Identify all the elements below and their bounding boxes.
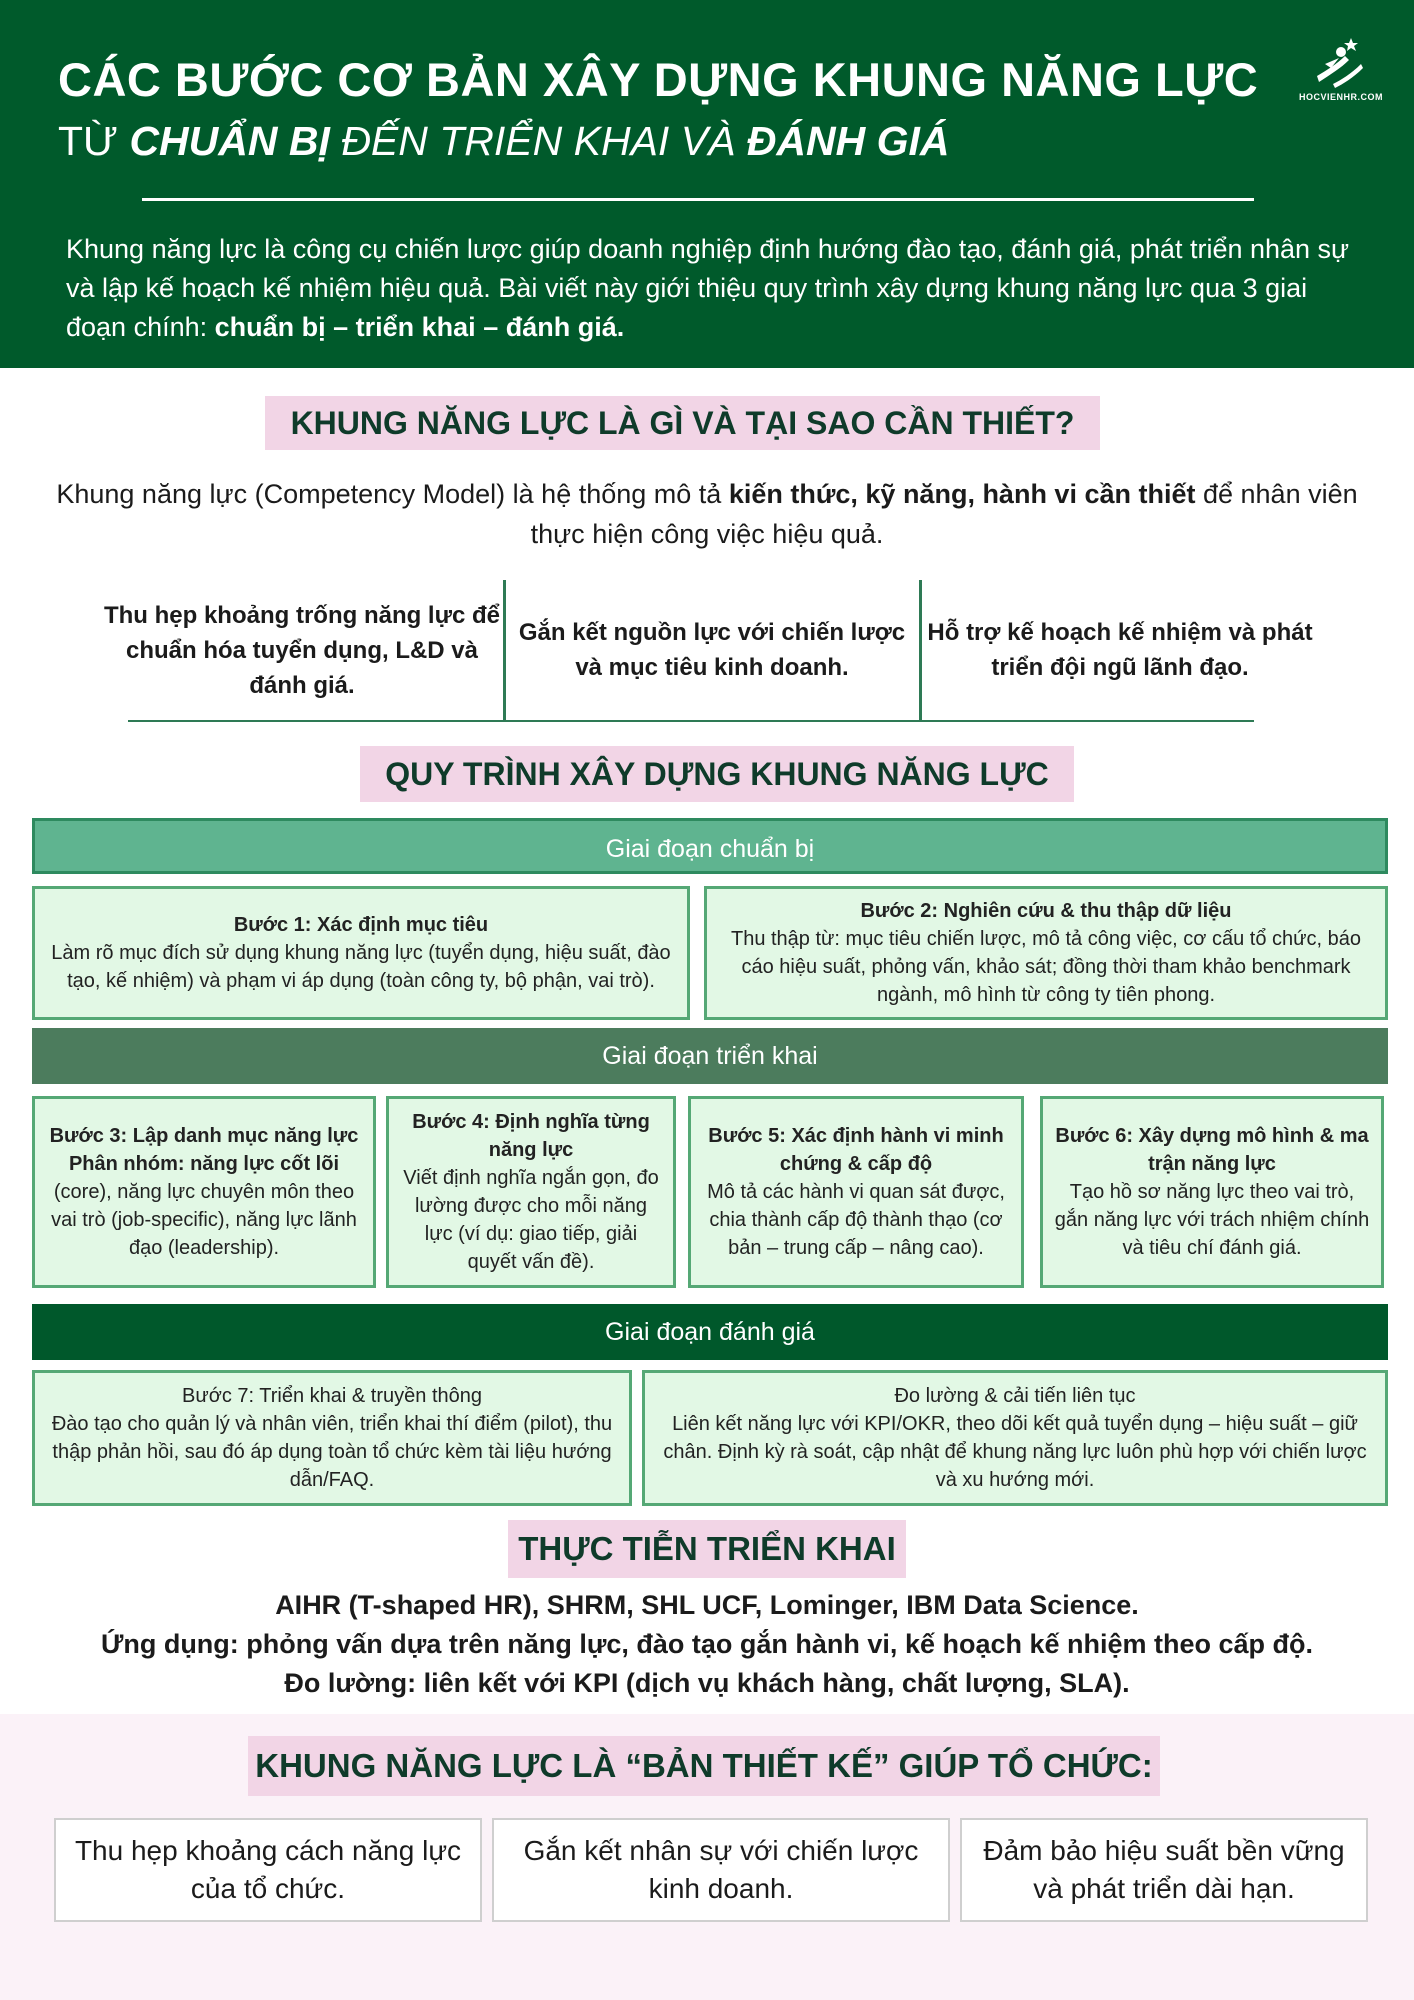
step-title: Đo lường & cải tiến liên tục (894, 1385, 1136, 1407)
step-title: Bước 3: Lập danh mục năng lực Phân nhóm: năng lực cốt lõi (49, 1125, 359, 1175)
column-divider (503, 580, 506, 720)
phase-preparation: Giai đoạn chuẩn bị (32, 818, 1388, 874)
step-body: (core), năng lực chuyên môn theo vai trò (job-specific), năng lực lãnh đạo (leadership). (51, 1181, 357, 1259)
section-heading-what-is: KHUNG NĂNG LỰC LÀ GÌ VÀ TẠI SAO CẦN THIẾT? (265, 396, 1100, 450)
step-card (642, 1370, 1388, 1506)
step-card (32, 1096, 376, 1288)
brand-logo (1296, 34, 1386, 114)
section-divider (128, 720, 1254, 722)
benefit-item: Hỗ trợ kế hoạch kế nhiệm và phát triển đội ngũ lãnh đạo. (927, 619, 1313, 681)
practice-line: AIHR (T-shaped HR), SHRM, SHL UCF, Lominger, IBM Data Science. (275, 1590, 1139, 1620)
step-card (386, 1096, 676, 1288)
section-heading-process: QUY TRÌNH XÂY DỰNG KHUNG NĂNG LỰC (360, 746, 1074, 802)
benefit-list (100, 580, 1320, 720)
practice-line: Đo lường: liên kết với KPI (dịch vụ khách hàng, chất lượng, SLA). (284, 1668, 1130, 1698)
step-body: Mô tả các hành vi quan sát được, chia thành cấp độ thành thạo (cơ bản – trung cấp – nâng cao). (707, 1181, 1005, 1259)
step-card (704, 886, 1388, 1020)
step-body: Viết định nghĩa ngắn gọn, đo lường được cho mỗi năng lực (ví dụ: giao tiếp, giải quyết vấn đề). (403, 1167, 659, 1273)
step-body: Tạo hồ sơ năng lực theo vai trò, gắn năng lực với trách nhiệm chính và tiêu chí đánh giá. (1054, 1181, 1370, 1259)
practice-list (30, 1586, 1384, 1703)
step-title: Bước 1: Xác định mục tiêu (233, 914, 489, 936)
blueprint-card: Gắn kết nhân sự với chiến lược kinh doanh. (492, 1818, 950, 1922)
page-subtitle: TỪ CHUẨN BỊ ĐẾN TRIỂN KHAI VÀ ĐÁNH GIÁ (58, 118, 950, 164)
step-body: Liên kết năng lực với KPI/OKR, theo dõi kết quả tuyển dụng – hiệu suất – giữ chân. Định kỳ rà soát, cập nhật để khung năng lực luôn phù hợp với chiến lược và xu hướng mới. (663, 1413, 1367, 1491)
header-banner (0, 0, 1414, 368)
benefit-item: Gắn kết nguồn lực với chiến lược và mục tiêu kinh doanh. (518, 619, 906, 681)
practice-line: Ứng dụng: phỏng vấn dựa trên năng lực, đào tạo gắn hành vi, kế hoạch kế nhiệm theo cấp độ. (100, 1629, 1314, 1659)
intro-paragraph: Khung năng lực là công cụ chiến lược giúp doanh nghiệp định hướng đào tạo, đánh giá, phát triển nhân sự và lập kế hoạch kế nhiệm hiệu quả. Bài viết này giới thiệu quy trình xây dựng khung năng lực qua 3 giai đoạn chính: chuẩn bị – triển khai – đánh giá. (66, 234, 1350, 342)
blueprint-card: Đảm bảo hiệu suất bền vững và phát triển dài hạn. (960, 1818, 1368, 1922)
step-title: Bước 6: Xây dựng mô hình & ma trận năng lực (1055, 1125, 1369, 1175)
definition-paragraph: Khung năng lực (Competency Model) là hệ thống mô tả kiến thức, kỹ năng, hành vi cần thiết để nhân viên thực hiện công việc hiệu quả. (56, 479, 1358, 549)
step-card (32, 1370, 632, 1506)
step-card (688, 1096, 1024, 1288)
step-title: Bước 5: Xác định hành vi minh chứng & cấp độ (708, 1125, 1004, 1175)
step-body: Thu thập từ: mục tiêu chiến lược, mô tả công việc, cơ cấu tổ chức, báo cáo hiệu suất, phỏng vấn, khảo sát; đồng thời tham khảo benchmark ngành, mô hình từ công ty tiên phong. (730, 928, 1362, 1006)
phase-implementation: Giai đoạn triển khai (32, 1028, 1388, 1084)
step-title: Bước 4: Định nghĩa từng năng lực (412, 1111, 650, 1161)
phase-evaluation: Giai đoạn đánh giá (32, 1304, 1388, 1360)
step-title: Bước 2: Nghiên cứu & thu thập dữ liệu (860, 900, 1232, 922)
section-heading-practice: THỰC TIỄN TRIỂN KHAI (508, 1520, 906, 1578)
step-card (1040, 1096, 1384, 1288)
step-body: Đào tạo cho quản lý và nhân viên, triển khai thí điểm (pilot), thu thập phản hồi, sau đó áp dụng toàn tổ chức kèm tài liệu hướng dẫn/FAQ. (51, 1413, 613, 1491)
runner-logo-icon (1311, 34, 1371, 90)
step-title: Bước 7: Triển khai & truyền thông (182, 1385, 482, 1407)
step-body: Làm rõ mục đích sử dụng khung năng lực (tuyển dụng, hiệu suất, đào tạo, kế nhiệm) và phạm vi áp dụng (toàn công ty, bộ phận, vai trò). (51, 942, 671, 992)
step-card (32, 886, 690, 1020)
page-title: CÁC BƯỚC CƠ BẢN XÂY DỰNG KHUNG NĂNG LỰC (58, 53, 1259, 106)
blueprint-card: Thu hẹp khoảng cách năng lực của tổ chức. (54, 1818, 482, 1922)
title-divider (142, 198, 1254, 201)
benefit-item: Thu hẹp khoảng trống năng lực để chuẩn hóa tuyển dụng, L&D và đánh giá. (103, 601, 501, 699)
logo-text: HOCVIENHR.COM (1298, 92, 1383, 102)
section-heading-blueprint: KHUNG NĂNG LỰC LÀ “BẢN THIẾT KẾ” GIÚP TỔ CHỨC: (248, 1736, 1160, 1796)
